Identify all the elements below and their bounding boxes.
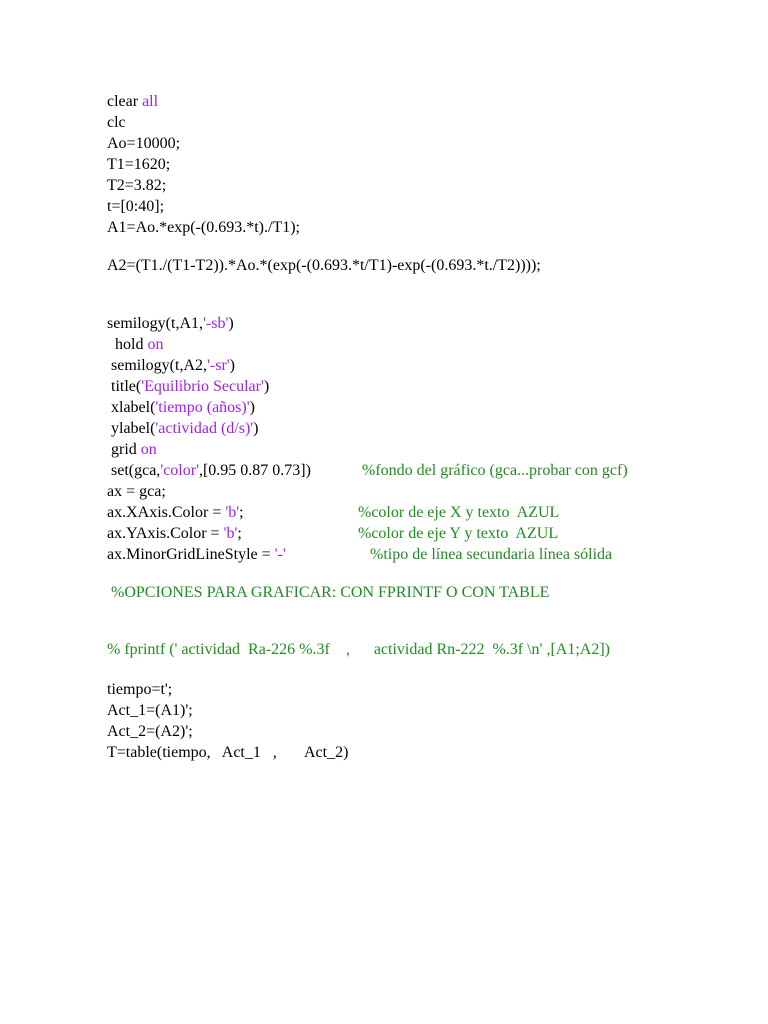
code-line-ax-gca: ax = gca;: [107, 483, 166, 500]
string-literal: 'Equilibrio Secular': [141, 378, 264, 395]
code-line-hold-on: hold on: [107, 336, 164, 353]
string-literal: 'b': [225, 504, 240, 521]
code-line-t: t=[0:40];: [107, 198, 165, 215]
code-line-ylabel: ylabel('actividad (d/s)'): [107, 420, 259, 437]
code-comment-fprintf: % fprintf (' actividad Ra-226 %.3f , actividad Rn-222 %.3f \n' ,[A1;A2]): [107, 641, 610, 658]
string-literal: 'actividad (d/s)': [155, 420, 254, 437]
string-literal: 'b': [223, 525, 238, 542]
code-line-ao: Ao=10000;: [107, 135, 181, 152]
code-comment-fondo: %fondo del gráfico (gca...probar con gcf): [362, 462, 628, 479]
code-line-a1: A1=Ao.*exp(-(0.693.*t)./T1);: [107, 219, 300, 236]
code-line-t1: T1=1620;: [107, 156, 171, 173]
code-line-semilogy-a1: semilogy(t,A1,'-sb'): [107, 315, 234, 332]
code-line-a2: A2=(T1./(T1-T2)).*Ao.*(exp(-(0.693.*t/T1)-exp(-(0.693.*t./T2))));: [107, 257, 541, 274]
code-line-xlabel: xlabel('tiempo (años)'): [107, 399, 255, 416]
code-line-clear-all: clear all: [107, 93, 159, 110]
code-line-act1: Act_1=(A1)';: [107, 702, 193, 719]
code-line-title: title('Equilibrio Secular'): [107, 378, 270, 395]
code-line-grid-on: grid on: [107, 441, 157, 458]
keyword: all: [142, 93, 159, 110]
keyword: on: [140, 441, 157, 458]
code-comment-eje-y: %color de eje Y y texto AZUL: [358, 525, 559, 542]
code-line-xaxis-color: ax.XAxis.Color = 'b';: [107, 504, 244, 521]
code-comment-tipo-linea: %tipo de línea secundaria línea sólida: [370, 546, 613, 563]
string-literal: 'tiempo (años)': [155, 399, 250, 416]
string-literal: '-': [274, 546, 286, 563]
string-literal: 'color': [160, 462, 199, 479]
code-line-table: T=table(tiempo, Act_1 , Act_2): [107, 744, 349, 761]
string-literal: '-sb': [203, 315, 229, 332]
code-line-act2: Act_2=(A2)';: [107, 723, 193, 740]
code-line-semilogy-a2: semilogy(t,A2,'-sr'): [107, 357, 235, 374]
code-comment-eje-x: %color de eje X y texto AZUL: [358, 504, 560, 521]
keyword: on: [147, 336, 164, 353]
string-literal: '-sr': [207, 357, 230, 374]
code-line-minor-grid: ax.MinorGridLineStyle = '-': [107, 546, 286, 563]
code-line-yaxis-color: ax.YAxis.Color = 'b';: [107, 525, 242, 542]
code-line-set-color: set(gca,'color',[0.95 0.87 0.73]): [107, 462, 311, 479]
code-comment-opciones: %OPCIONES PARA GRAFICAR: CON FPRINTF O CON TABLE: [107, 584, 550, 601]
code-line-clc: clc: [107, 114, 126, 131]
code-line-tiempo: tiempo=t';: [107, 681, 173, 698]
code-line-t2: T2=3.82;: [107, 177, 167, 194]
